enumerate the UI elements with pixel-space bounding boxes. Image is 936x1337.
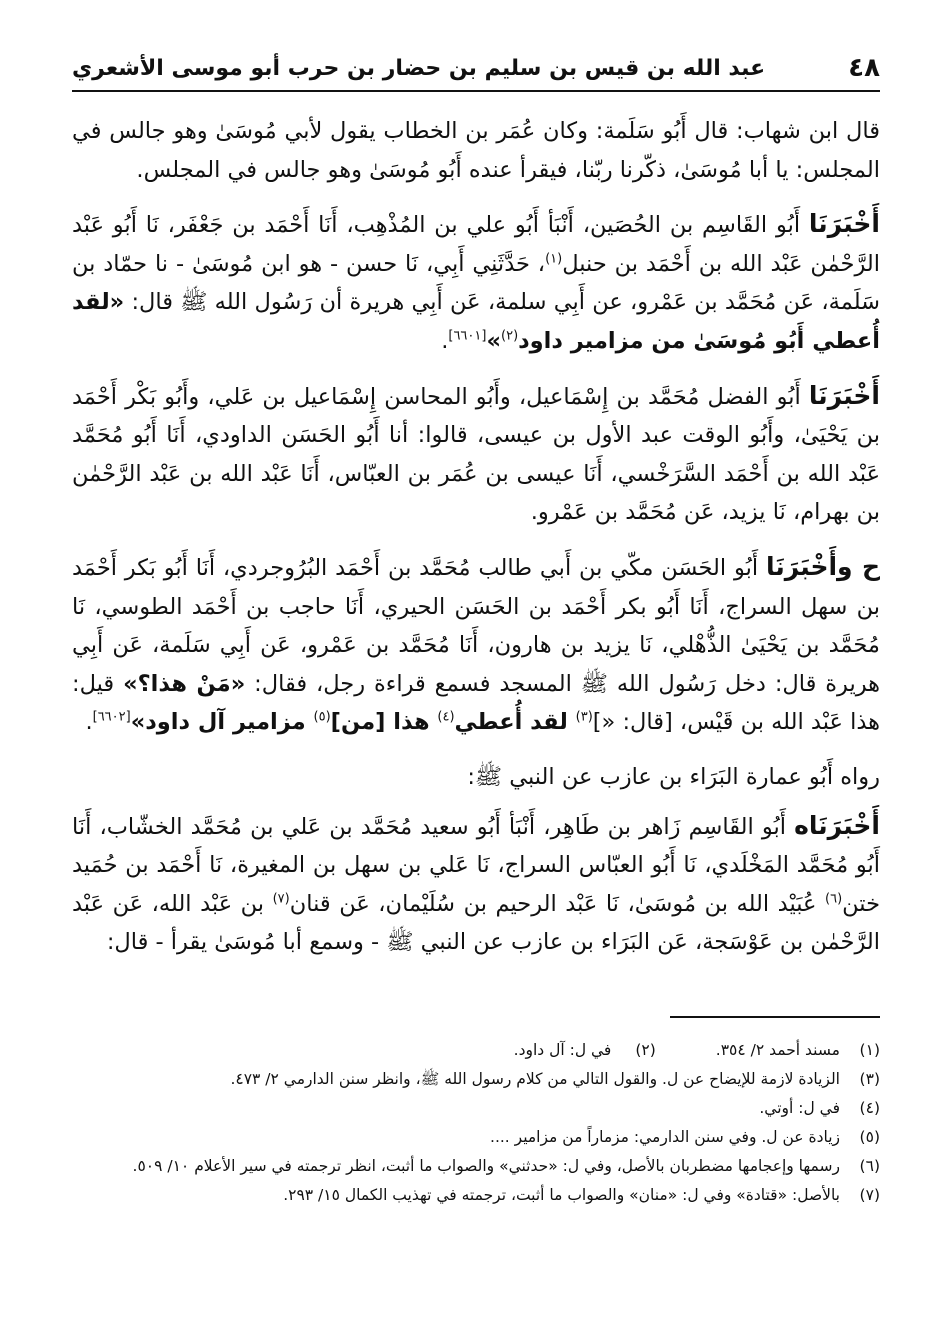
footnote-text: مسند أحمد ٢/ ٣٥٤. — [715, 1041, 840, 1059]
footnote-marker: (٣) — [575, 709, 593, 725]
footnote-number: (٧) — [859, 1186, 880, 1204]
narration-keyword: أَخْبَرَنَا — [808, 209, 880, 239]
isnad-text: عُبَيْد الله بن مُوسَىٰ، نَا عَبْد الرحيم بن سُلَيْمان، عَن قنان — [289, 890, 826, 917]
footnote — [80, 1036, 880, 1065]
page-number: ٤٨ — [848, 53, 880, 83]
footnote-number: (٦) — [859, 1157, 880, 1175]
isnad-text: أَبُو القَاسِم زَاهر بن طَاهِر، أَنْبَأ أَبُو سعيد مُحَمَّد بن عَلي بن مُحَمَّد الخشّاب، أَنَا أَبُو مُحَمَّد المَخْلَدي، نَا أَبُو العبّاس السراج، نَا عَلي بن سهل بن المغيرة، نَا أَحْمَد بن حُمَيد ختن — [72, 813, 880, 917]
footnote-marker: (٤) — [437, 709, 455, 725]
footnote — [80, 1065, 880, 1094]
hadith-quote: «مَنْ هذا؟» — [123, 670, 246, 697]
footnote-marker: (٥) — [313, 709, 331, 725]
footnote-marker: (٧) — [272, 891, 290, 907]
footnote-text: زيادة عن ل. وفي سنن الدارمي: مزماراً من مزامير .... — [490, 1128, 840, 1146]
isnad-text: ، حَدَّثَنِي أَبِي، نَا حسن - هو ابن مُوسَىٰ - نا حمّاد بن سَلَمة، عَن مُحَمَّد بن عَمْرو، عن أَبِي سلمة، عَن أَبِي هريرة أن رَسُول الله ﷺ قال: — [72, 250, 880, 316]
footnote-text: رسمها وإعجامها مضطربان بالأصل، وفي ل: «حدثني» والصواب ما أثبت، انظر ترجمته في سير الأعلام ١٠/ ٥٠٩. — [132, 1157, 840, 1175]
paragraph-1 — [72, 112, 880, 189]
isnad-text: أَبُو الحَسَن مكّي بن أَبي طالب مُحَمَّد بن أَحْمَد البُرُوجردي، أَنَا أَبُو بَكر أَحْمَد بن سهل السراج، أَنَا أَبُو بكر أَحْمَد بن الحَسَن الحيري، أَنَا حاجب بن أَحْمَد الطوسي، نَا مُحَمَّد بن يَحْيَىٰ الذُّهْلي، نَا يزيد بن هارون، أَنَا مُحَمَّد بن عَمْرو، عَن أَبِي سَلَمة، عَن أَبِي هريرة قال: دخل رَسُول الله ﷺ المسجد فسمع قراءة رجل، فقال: — [72, 554, 881, 697]
narration-keyword: ح وأَخْبَرَنَا — [765, 551, 880, 581]
footnote-number: (٤) — [859, 1099, 880, 1117]
main-text — [72, 112, 880, 978]
footnote — [80, 1152, 880, 1181]
running-title: عبد الله بن قيس بن سليم بن حضار بن حرب أبو موسى الأشعري — [72, 55, 766, 81]
paragraph-text: قال ابن شهاب: قال أَبُو سَلَمة: وكان عُمَر بن الخطاب يقول لأبي مُوسَىٰ وهو جالس في المجلس: يا أبا مُوسَىٰ، ذكّرنا ربّنا، فيقرأ عنده أَبُو مُوسَىٰ وهو جالس في المجلس. — [72, 118, 880, 183]
footnote-text: في ل: آل داود. — [513, 1041, 612, 1059]
footnote-marker: (٦) — [825, 891, 843, 907]
footnote — [80, 1123, 880, 1152]
hadith-quote-end: » — [486, 327, 501, 354]
footnote-text: بالأصل: «قتادة» وفي ل: «منان» والصواب ما أثبت، ترجمته في تهذيب الكمال ١٥/ ٢٩٣. — [283, 1186, 840, 1204]
footnote-number: (٣) — [859, 1070, 880, 1088]
isnad-text: أَبُو القَاسِم بن الحُصَين، أَنْبَأ أَبُو علي بن المُذْهِب، أَنَا أَحْمَد بن جَعْفَر، نَا أَبُو عَبْد الرَّحْمٰن عَبْد الله بن أَحْمَد بن حنبل — [72, 212, 880, 277]
paragraph-4 — [72, 548, 880, 742]
paragraph-5 — [72, 758, 880, 797]
footnote-separator — [670, 1016, 880, 1018]
footnote-marker: (١) — [545, 251, 563, 267]
footnote — [80, 1094, 880, 1123]
footnote-text: الزيادة لازمة للإيضاح عن ل. والقول التالي من كلام رسول الله ﷺ، وانظر سنن الدارمي ٢/ ٤٧٣. — [230, 1070, 840, 1088]
page-header — [72, 46, 880, 92]
hadith-quote: لقد أُعطي — [454, 709, 576, 736]
footnote-number: (١) — [859, 1041, 880, 1059]
hadith-quote: هذا [من] — [330, 709, 438, 736]
paragraph-3 — [72, 377, 880, 532]
sentence-end: . — [441, 327, 449, 354]
footnote-text: في ل: أوتي. — [759, 1099, 840, 1117]
footnote-number: (٢) — [635, 1041, 656, 1059]
hadith-quote: «لقد أُعطي أَبُو مُوسَىٰ من مزامير داود — [72, 289, 880, 354]
paragraph-6 — [72, 807, 880, 962]
hadith-number: [٦٦٠١] — [448, 328, 487, 344]
isnad-text: أَبُو الفضل مُحَمَّد بن إِسْمَاعيل، وأَبُو المحاسن إِسْمَاعيل بن عَلي، وأَبُو بَكْر أَحْمَد بن يَحْيَىٰ، وأَبُو الوقت عبد الأول بن عيسى، قالوا: أنا أَبُو الحَسَن الداودي، أَنَا أَبُو مُحَمَّد عَبْد الله بن أَحْمَد السَّرَخْسي، أَنَا عيسى بن عُمَر بن العبّاس، أَنَا عَبْد الله بن عَبْد الرَّحْمٰن بن بهرام، نَا يزيد، عَن مُحَمَّد بن عَمْرو. — [72, 383, 880, 526]
sentence-end: . — [85, 709, 93, 736]
paragraph-text: رواه أَبُو عمارة البَرَاء بن عازب عن النبي ﷺ: — [467, 763, 880, 790]
narration-keyword: أَخْبَرَنَاه — [794, 810, 880, 840]
narration-keyword: أَخْبَرَنَا — [808, 380, 880, 410]
isnad-text: بن عَبْد الله، عَن عَبْد الرَّحْمٰن بن عَوْسَجة، عَن البَرَاء بن عازب عن النبي ﷺ - وسمع أبا مُوسَىٰ يقرأ - قال: — [72, 890, 880, 956]
footnote-number: (٥) — [859, 1128, 880, 1146]
footnotes — [80, 1036, 880, 1210]
hadith-quote: مزامير آل داود» — [130, 709, 314, 736]
hadith-number: [٦٦٠٢] — [92, 709, 131, 725]
isnad-text: قيل: هذا عَبْد الله بن قَيْس، [قال: «] — [72, 670, 880, 736]
footnote — [80, 1181, 880, 1210]
paragraph-2 — [72, 205, 880, 360]
footnote-marker: (٢) — [501, 328, 519, 344]
